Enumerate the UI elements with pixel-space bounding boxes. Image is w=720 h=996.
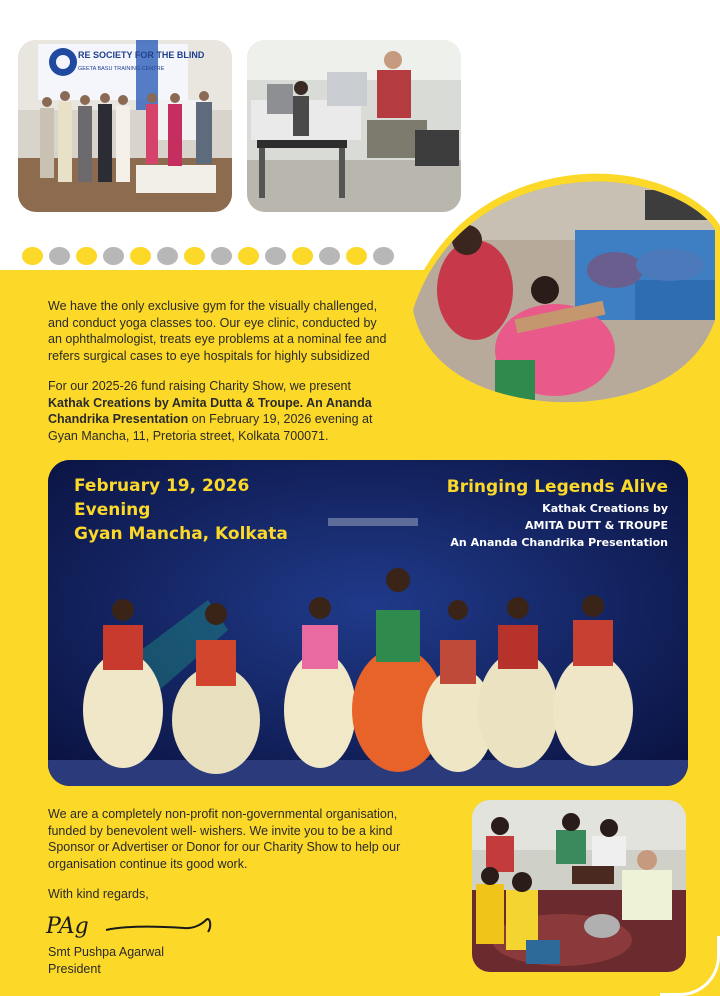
- intro-paragraph-2: [48, 378, 393, 444]
- event-venue: Gyan Mancha, Kolkata: [74, 524, 288, 544]
- regards-text: With kind regards,: [48, 887, 149, 901]
- event-time: Evening: [74, 500, 151, 520]
- society-banner-text: RE SOCIETY FOR THE BLIND: [78, 50, 205, 60]
- closing-text: We are a completely non-profit non-governmental organisation, funded by benevolent well- wishers. We invite you to be a kind Sponsor or Advertiser or Donor for our Charity Show to help our organisation continue its good work.: [48, 807, 401, 871]
- music-session-photo: [472, 800, 686, 972]
- dot: [211, 247, 232, 265]
- signatory: [48, 944, 164, 977]
- signatory-title: President: [48, 961, 101, 976]
- dot: [238, 247, 259, 265]
- event-headline-block: [447, 474, 668, 551]
- dot: [265, 247, 286, 265]
- event-subline-3: An Ananda Chandrika Presentation: [450, 536, 668, 549]
- intro-text-2a: For our 2025-26 fund raising Charity Show, we present: [48, 379, 351, 393]
- yoga-class-photo: [405, 170, 720, 410]
- event-banner: [48, 460, 688, 786]
- intro-paragraph-1: [48, 298, 393, 364]
- intro-text-1: We have the only exclusive gym for the visually challenged, and conduct yoga classes too. Our eye clinic, conducted by an ophthalmologist, treats eye problems at a nominal fee and refers surgical cases to eye hospitals for highly subsidized: [48, 299, 387, 363]
- dot: [22, 247, 43, 265]
- signature: [44, 908, 224, 942]
- training-centre-text: GEETA BASU TRAINING CENTRE: [78, 66, 165, 72]
- signatory-name: Smt Pushpa Agarwal: [48, 945, 165, 959]
- dot: [184, 247, 205, 265]
- event-subline-2: AMITA DUTT & TROUPE: [525, 519, 668, 532]
- dot: [49, 247, 70, 265]
- society-hall-photo: [18, 40, 232, 212]
- dot: [157, 247, 178, 265]
- signature-text: PAg: [46, 914, 89, 939]
- event-date: February 19, 2026: [74, 476, 250, 496]
- event-subline-1: Kathak Creations by: [542, 502, 668, 515]
- closing-paragraph: [48, 806, 413, 872]
- dot: [292, 247, 313, 265]
- show-title: Kathak Creations by Amita Dutta & Troupe. An Ananda Chandrika Presentation: [48, 395, 372, 426]
- dot: [373, 247, 394, 265]
- dot: [319, 247, 340, 265]
- intro-text-2b: on February 19, 2026 evening at Gyan Mancha, 11, Pretoria street, Kolkata 700071.: [48, 412, 373, 443]
- event-headline: Bringing Legends Alive: [446, 477, 668, 497]
- dot: [103, 247, 124, 265]
- event-details: [74, 474, 288, 546]
- dot: [130, 247, 151, 265]
- dot: [76, 247, 97, 265]
- decorative-dots: [22, 247, 394, 265]
- dot: [346, 247, 367, 265]
